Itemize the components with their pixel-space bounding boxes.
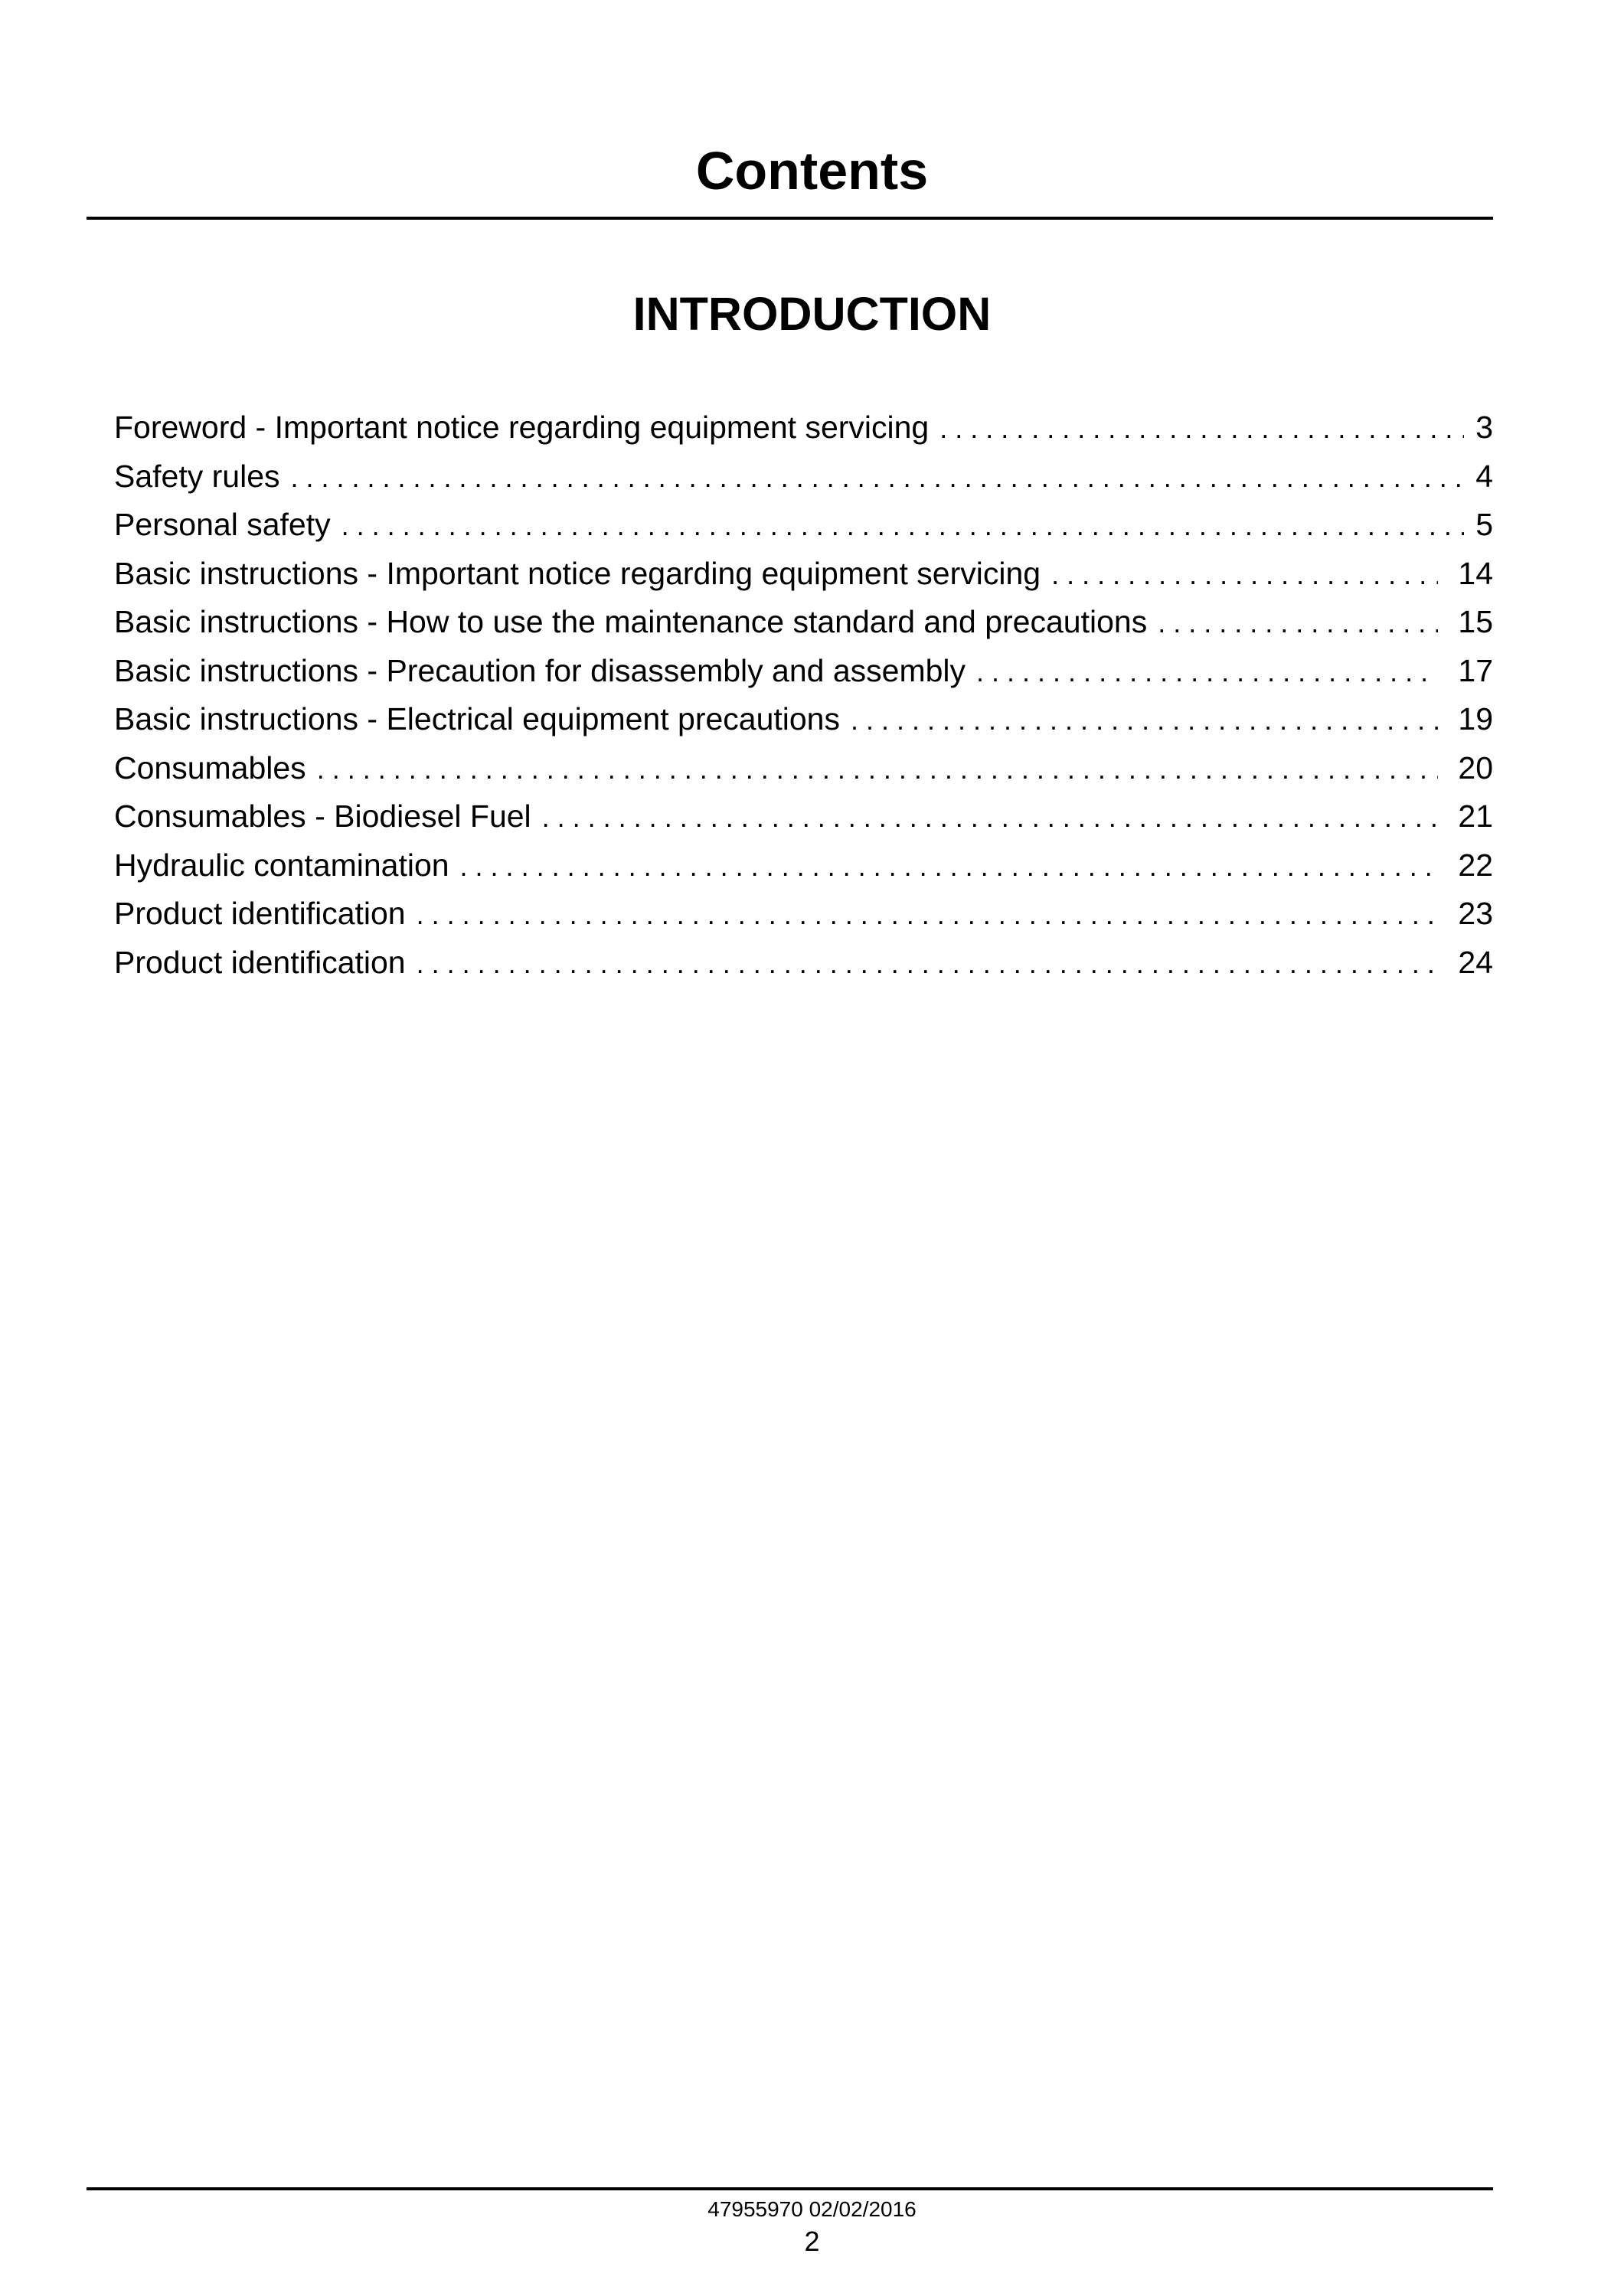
toc-entry-page: 20 — [1458, 750, 1493, 785]
footer-document-reference: 47955970 02/02/2016 — [707, 2197, 917, 2221]
toc-entry-page: 5 — [1475, 507, 1493, 542]
toc-entry-title: Personal safety — [114, 507, 331, 542]
toc-leader-dots — [976, 648, 1438, 697]
toc-entry-basic-important-notice[interactable] — [114, 550, 1493, 599]
toc-entry-biodiesel-fuel[interactable] — [114, 792, 1493, 841]
toc-entry-consumables[interactable] — [114, 744, 1493, 793]
toc-entry-page: 21 — [1458, 799, 1493, 834]
toc-entry-product-identification-1[interactable] — [114, 890, 1493, 939]
toc-entry-page: 19 — [1458, 701, 1493, 736]
toc-entry-page: 22 — [1458, 847, 1493, 883]
page-title: Contents — [695, 141, 929, 201]
toc-entry-page: 23 — [1458, 896, 1493, 931]
toc-leader-dots — [317, 745, 1439, 794]
toc-entry-safety-rules[interactable] — [114, 452, 1493, 501]
toc-entry-title: Basic instructions - Electrical equipment precautions — [114, 701, 840, 736]
toc-entry-page: 24 — [1458, 944, 1493, 980]
toc-entry-foreword[interactable] — [114, 403, 1493, 452]
toc-leader-dots — [851, 696, 1438, 745]
toc-entry-title: Basic instructions - How to use the maintenance standard and precautions — [114, 604, 1148, 639]
toc-entry-page: 15 — [1458, 604, 1493, 639]
toc-entry-basic-disassembly[interactable] — [114, 647, 1493, 696]
toc-entry-title: Hydraulic contamination — [114, 847, 449, 883]
toc-entry-basic-maintenance-standard[interactable] — [114, 598, 1493, 647]
toc-leader-dots — [417, 939, 1439, 988]
toc-entry-page: 17 — [1458, 652, 1493, 688]
toc-leader-dots — [939, 404, 1464, 453]
table-of-contents — [114, 403, 1493, 987]
toc-entry-title: Consumables — [114, 750, 306, 785]
toc-entry-title: Basic instructions - Important notice regarding equipment servicing — [114, 555, 1041, 591]
footer-divider — [87, 2187, 1493, 2190]
toc-entry-basic-electrical[interactable] — [114, 695, 1493, 744]
toc-leader-dots — [291, 453, 1465, 502]
section-title: INTRODUCTION — [632, 288, 992, 340]
toc-entry-hydraulic-contamination[interactable] — [114, 841, 1493, 890]
toc-entry-product-identification-2[interactable] — [114, 939, 1493, 988]
toc-entry-title: Product identification — [114, 896, 406, 931]
toc-entry-page: 3 — [1475, 410, 1493, 445]
toc-entry-title: Foreword - Important notice regarding equipment servicing — [114, 410, 930, 445]
title-divider — [87, 217, 1493, 220]
toc-entry-title: Safety rules — [114, 458, 280, 494]
toc-leader-dots — [1051, 550, 1438, 599]
toc-entry-title: Basic instructions - Precaution for disassembly and assembly — [114, 652, 966, 688]
toc-leader-dots — [341, 501, 1464, 550]
toc-entry-title: Product identification — [114, 944, 406, 980]
footer-page-number: 2 — [804, 2226, 820, 2257]
toc-entry-page: 14 — [1458, 555, 1493, 591]
toc-entry-personal-safety[interactable] — [114, 501, 1493, 550]
toc-leader-dots — [542, 793, 1439, 842]
toc-leader-dots — [417, 890, 1439, 939]
toc-entry-page: 4 — [1475, 458, 1493, 494]
toc-leader-dots — [1158, 599, 1438, 648]
toc-leader-dots — [460, 842, 1439, 891]
toc-entry-title: Consumables - Biodiesel Fuel — [114, 799, 531, 834]
